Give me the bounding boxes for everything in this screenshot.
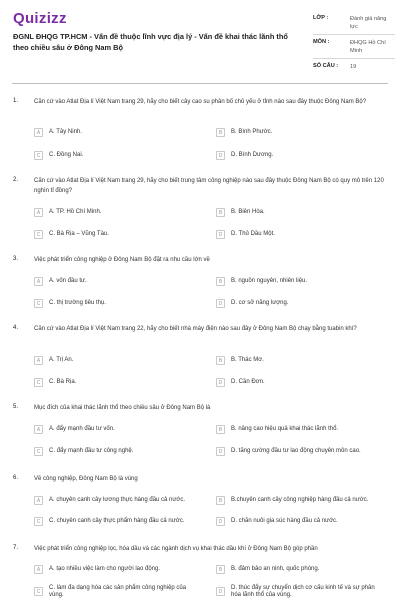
- option-text: D. cơ sở năng lượng.: [231, 300, 289, 306]
- option-letter-box: A: [34, 356, 43, 365]
- option-text: B. Biên Hòa.: [231, 209, 265, 215]
- answer-option-c[interactable]: [34, 297, 106, 310]
- answer-option-c[interactable]: [34, 515, 184, 528]
- option-letter-box: D: [216, 447, 225, 456]
- answer-option-a[interactable]: [34, 494, 185, 507]
- option-letter-box: C: [34, 587, 43, 596]
- option-text: A. TP. Hồ Chí Minh.: [49, 209, 102, 215]
- answer-option-c[interactable]: [34, 445, 133, 458]
- answer-option-b[interactable]: [216, 354, 264, 367]
- option-text: C. Đồng Nai.: [49, 152, 84, 158]
- meta-divider: [313, 58, 395, 59]
- worksheet-title: ĐGNL ĐHQG TP.HCM - Vấn đề thuộc lĩnh vực địa lý - Vấn đề khai thác lãnh thổ theo chiều sâu ở Đông Nam Bộ: [13, 32, 288, 52]
- meta-label: SỐ CÂU :: [313, 63, 339, 69]
- meta-row-subject: [313, 37, 395, 55]
- option-text: A. vốn đầu tư.: [49, 278, 87, 284]
- meta-label: MÔN :: [313, 39, 330, 45]
- answer-option-d[interactable]: [216, 585, 381, 598]
- worksheet-header: [0, 0, 400, 82]
- option-letter-box: A: [34, 565, 43, 574]
- question-text: Căn cứ vào Atlat Địa lí Việt Nam trang 29, hãy cho biết cây cao su phân bố chủ yếu ở tỉnh nào sau đây thuộc Đông Nam Bộ?: [34, 99, 367, 105]
- option-letter-box: B: [216, 128, 225, 137]
- option-text: B.chuyên canh cây công nghiệp hàng đầu cả nước.: [231, 497, 369, 503]
- meta-row-grade: [313, 13, 395, 31]
- answer-option-d[interactable]: [216, 149, 273, 162]
- option-letter-box: D: [216, 230, 225, 239]
- answer-option-d[interactable]: [216, 297, 289, 310]
- option-letter-box: A: [34, 208, 43, 217]
- question-number: 5.: [13, 404, 19, 410]
- question-number: 1.: [13, 98, 19, 104]
- quizizz-logo[interactable]: Quizizz: [13, 10, 67, 27]
- answer-option-b[interactable]: [216, 275, 307, 288]
- option-text: B. Bình Phước.: [231, 129, 273, 135]
- option-text: D. chăn nuôi gia súc hàng đầu cả nước.: [231, 518, 338, 524]
- question-number: 3.: [13, 256, 19, 262]
- answer-option-c[interactable]: [34, 149, 83, 162]
- answer-option-d[interactable]: [216, 376, 265, 389]
- question-text: Việc phát triển công nghiệp ở Đông Nam Bộ đặt ra nhu cầu lớn về: [34, 257, 210, 263]
- answer-option-a[interactable]: [34, 354, 73, 367]
- question-text: Mục đích của khai thác lãnh thổ theo chiều sâu ở Đông Nam Bộ là: [34, 405, 211, 411]
- option-text: A. chuyên canh cây lương thực hàng đầu cả nước.: [49, 497, 185, 503]
- option-letter-box: D: [216, 299, 225, 308]
- worksheet-meta: [313, 13, 395, 71]
- question-number: 2.: [13, 177, 19, 183]
- meta-divider: [313, 34, 395, 35]
- option-text: D. Bình Dương.: [231, 152, 274, 158]
- option-text: C. thị trường tiêu thụ.: [49, 300, 106, 306]
- answer-option-b[interactable]: [216, 126, 272, 139]
- answer-option-b[interactable]: [216, 563, 319, 576]
- question-number: 4.: [13, 325, 19, 331]
- answer-option-c[interactable]: [34, 376, 76, 389]
- answer-option-a[interactable]: [34, 126, 82, 139]
- option-letter-box: A: [34, 496, 43, 505]
- option-text: B. nguồn nguyên, nhiên liệu.: [231, 278, 308, 284]
- meta-value: 19: [350, 64, 357, 70]
- question-text: Căn cứ vào Atlat Địa lí Việt Nam trang 22, hãy cho biết nhà máy điện nào sau đây ở Đông Nam Bộ chạy bằng tuabin khí?: [34, 326, 357, 332]
- question-text: Về công nghiệp, Đông Nam Bộ là vùng: [34, 476, 138, 482]
- option-text: B. đảm bảo an ninh, quốc phòng.: [231, 566, 320, 572]
- meta-value: ĐHQG Hồ Chí Minh: [350, 40, 386, 54]
- option-letter-box: B: [216, 356, 225, 365]
- meta-value: Đánh giá năng lực: [350, 16, 387, 30]
- option-text: D. Thủ Dầu Một.: [231, 231, 275, 237]
- option-text: D. tăng cường đầu tư lao động chuyên môn cao.: [231, 448, 361, 454]
- answer-option-b[interactable]: [216, 494, 368, 507]
- option-letter-box: C: [34, 230, 43, 239]
- answer-option-c[interactable]: [34, 585, 199, 598]
- question-number: 6.: [13, 475, 19, 481]
- option-text: D. Cần Đơn.: [231, 379, 265, 385]
- meta-label: LỚP :: [313, 15, 329, 21]
- option-text: C. Bà Rịa – Vũng Tàu.: [49, 231, 109, 237]
- header-divider: [12, 83, 388, 84]
- option-text: C. làm đa dạng hóa các sản phẩm công nghiệp của vùng.: [49, 584, 187, 598]
- option-letter-box: B: [216, 425, 225, 434]
- question-text: Căn cứ vào Atlat Địa lí Việt Nam trang 29, hãy cho biết trung tâm công nghiệp nào sau đây thuộc Đông Nam Bộ có quy mô trên 120 nghìn tỉ đồng?: [34, 178, 384, 194]
- option-text: A. đẩy mạnh đầu tư vốn.: [49, 426, 115, 432]
- option-letter-box: D: [216, 587, 225, 596]
- option-letter-box: D: [216, 151, 225, 160]
- answer-option-d[interactable]: [216, 228, 275, 241]
- option-text: B. Thác Mơ.: [231, 357, 264, 363]
- option-letter-box: A: [34, 277, 43, 286]
- option-letter-box: D: [216, 378, 225, 387]
- option-text: A. tạo nhiều việc làm cho người lao động.: [49, 566, 161, 572]
- option-text: B. nâng cao hiệu quả khai thác lãnh thổ.: [231, 426, 339, 432]
- option-text: C. chuyên canh cây thực phẩm hàng đầu cả nước.: [49, 518, 185, 524]
- option-letter-box: B: [216, 208, 225, 217]
- option-letter-box: C: [34, 378, 43, 387]
- option-letter-box: B: [216, 496, 225, 505]
- option-letter-box: C: [34, 151, 43, 160]
- question-text: Việc phát triển công nghiệp lọc, hóa dầu và các ngành dịch vụ khai thác dầu khí ở Đông Nam Bộ góp phần: [34, 546, 318, 552]
- answer-option-c[interactable]: [34, 228, 109, 241]
- answer-option-d[interactable]: [216, 445, 361, 458]
- answer-option-a[interactable]: [34, 563, 160, 576]
- option-letter-box: B: [216, 565, 225, 574]
- answer-option-a[interactable]: [34, 206, 101, 219]
- option-letter-box: C: [34, 299, 43, 308]
- option-letter-box: B: [216, 277, 225, 286]
- meta-row-count: [313, 61, 395, 71]
- answer-option-a[interactable]: [34, 275, 87, 288]
- option-letter-box: C: [34, 447, 43, 456]
- option-letter-box: C: [34, 517, 43, 526]
- option-letter-box: D: [216, 517, 225, 526]
- option-text: A. Trị An.: [49, 357, 74, 363]
- option-text: C. Bà Rịa.: [49, 379, 77, 385]
- answer-option-a[interactable]: [34, 423, 115, 436]
- option-letter-box: A: [34, 425, 43, 434]
- option-text: A. Tây Ninh.: [49, 129, 82, 135]
- answer-option-b[interactable]: [216, 206, 265, 219]
- answer-option-d[interactable]: [216, 515, 338, 528]
- option-letter-box: A: [34, 128, 43, 137]
- answer-option-b[interactable]: [216, 423, 338, 436]
- option-text: C. đẩy mạnh đầu tư công nghệ.: [49, 448, 134, 454]
- question-number: 7.: [13, 545, 19, 551]
- option-text: D. thúc đẩy sự chuyển dịch cơ cấu kinh tế và sự phân hóa lãnh thổ của vùng.: [231, 584, 375, 598]
